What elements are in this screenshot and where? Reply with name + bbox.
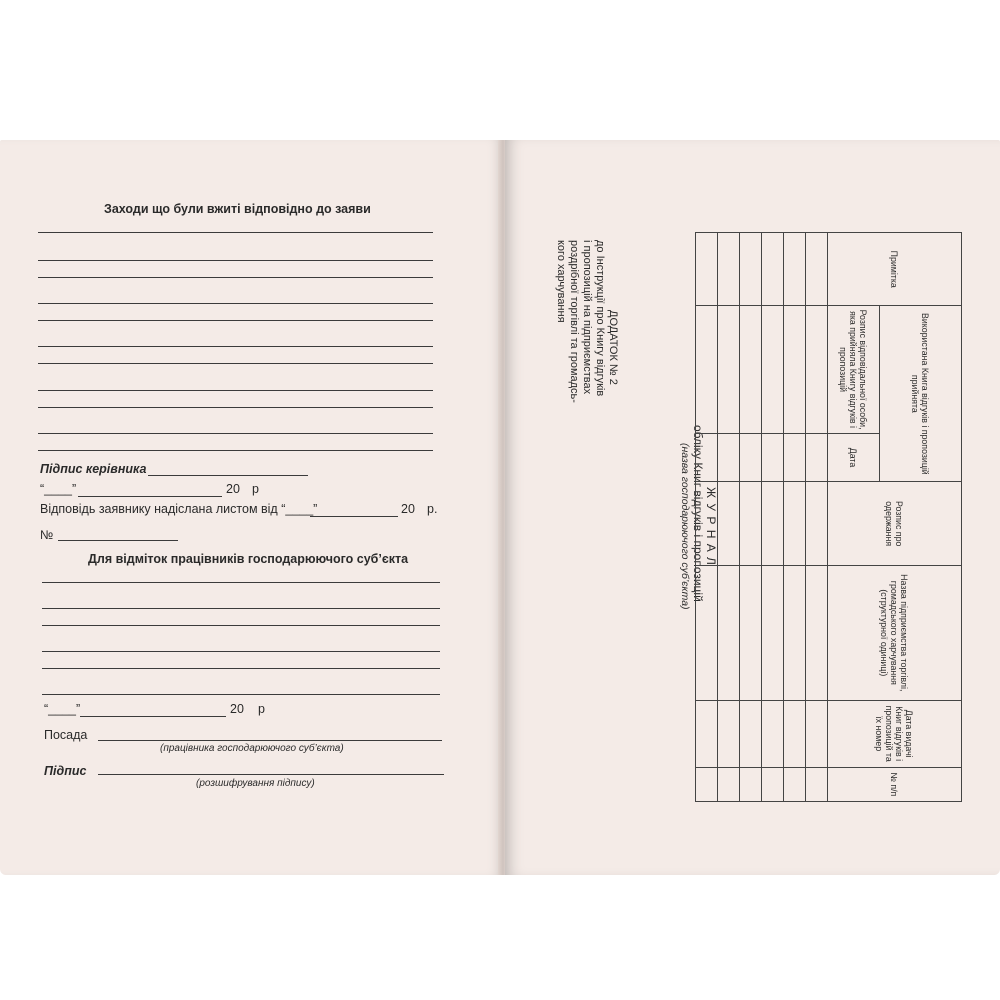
date-quote-1: “____” [40,482,77,496]
table-cell[interactable] [806,482,828,566]
year-suffix-1: р [252,482,259,496]
write-line[interactable] [38,303,433,304]
col-date-header: Дата видачі Книг відгуків і пропозицій та їх номер [828,700,962,767]
journal-title: Ж У Р Н А Л [704,487,718,566]
table-cell[interactable] [762,306,784,433]
appendix-block [554,240,619,403]
reply-suffix: р. [427,502,438,516]
table-cell[interactable] [696,767,718,801]
write-line[interactable] [38,277,433,278]
table-cell[interactable] [784,700,806,767]
number-label: № [40,528,54,542]
write-line[interactable] [38,346,433,347]
table-cell[interactable] [718,306,740,433]
journal-hint: (назва господарюючого суб’єкта) [679,443,691,610]
appendix-line: до Інструкції про Книгу відгуків [594,240,606,397]
table-cell[interactable] [762,233,784,306]
appendix-title: ДОДАТОК № 2 [607,310,619,385]
table-cell[interactable] [762,433,784,482]
table-cell[interactable] [784,433,806,482]
measures-title: Заходи що були вжиті відповідно до заяви [104,202,371,216]
table-cell[interactable] [784,566,806,700]
write-line[interactable] [38,232,433,233]
table-cell[interactable] [784,306,806,433]
write-line[interactable] [42,651,440,652]
date-field-2[interactable] [80,716,226,717]
write-line[interactable] [38,390,433,391]
reply-text: Відповідь заявнику надіслана листом від “____” [40,502,318,516]
col-used-sign-header: Розпис відповідальної особи, яка прийняла Книгу відгуків і пропозицій [828,306,880,433]
write-line[interactable] [38,320,433,321]
col-used-header: Використана Книга відгуків і пропозицій прийнята [880,306,962,482]
table-cell[interactable] [718,566,740,700]
write-line[interactable] [38,260,433,261]
col-name-header: Назва підприємства торгівлі, громадського харчування (структурної одиниці) [828,566,962,700]
date-quote-2: “____” [44,702,81,716]
write-line[interactable] [38,450,433,451]
table-cell[interactable] [718,433,740,482]
table-cell[interactable] [784,482,806,566]
open-booklet [0,140,1000,875]
signature-label: Підпис [44,764,87,778]
right-page [505,140,1000,875]
date-field-1[interactable] [78,496,222,497]
table-cell[interactable] [806,233,828,306]
position-field[interactable] [98,740,442,741]
head-signature-label: Підпис керівника [40,462,147,476]
col-note-header: Примітка [828,233,962,306]
write-line[interactable] [38,407,433,408]
year-suffix-2: р [258,702,265,716]
table-cell[interactable] [718,233,740,306]
table-cell[interactable] [740,233,762,306]
write-line[interactable] [42,694,440,695]
table-cell[interactable] [784,233,806,306]
table-cell[interactable] [740,767,762,801]
write-line[interactable] [42,608,440,609]
table-cell[interactable] [696,700,718,767]
table-cell[interactable] [740,482,762,566]
signature-field[interactable] [98,774,444,775]
table-cell[interactable] [696,233,718,306]
table-cell[interactable] [784,767,806,801]
table-cell[interactable] [696,306,718,433]
table-cell[interactable] [696,566,718,700]
table-cell[interactable] [696,482,718,566]
head-signature-field[interactable] [148,475,308,476]
table-cell[interactable] [718,482,740,566]
table-cell[interactable] [806,433,828,482]
table-cell[interactable] [740,306,762,433]
table-cell[interactable] [740,566,762,700]
table-cell[interactable] [762,767,784,801]
year-label-1: 20 [226,482,240,496]
table-cell[interactable] [806,566,828,700]
table-cell[interactable] [806,700,828,767]
reply-date-field[interactable] [310,516,398,517]
table-cell[interactable] [762,700,784,767]
number-field[interactable] [58,540,178,541]
journal-subtitle: обліку Книг відгуків і пропозицій [691,425,705,602]
appendix-line: кого харчування [555,240,567,323]
table-cell[interactable] [762,566,784,700]
appendix-line: і пропозицій на підприємствах [581,240,593,395]
left-page [0,140,502,875]
col-receipt-header: Розпис про одержання [828,482,962,566]
col-no-header: № п/п [828,767,962,801]
journal-table [695,232,962,802]
year-label-2: 20 [230,702,244,716]
table-cell[interactable] [718,700,740,767]
table-cell[interactable] [696,433,718,482]
table-cell[interactable] [740,433,762,482]
reply-year: 20 [401,502,415,516]
appendix-line: роздрібної торгівлі та громадсь- [568,240,580,403]
table-cell[interactable] [806,767,828,801]
position-hint: (працівника господарюючого суб’єкта) [160,743,344,754]
table-cell[interactable] [718,767,740,801]
write-line[interactable] [38,363,433,364]
col-used-date-header: Дата [828,433,880,482]
write-line[interactable] [42,668,440,669]
table-cell[interactable] [740,700,762,767]
signature-hint: (розшифрування підпису) [196,778,315,789]
position-label: Посада [44,728,88,742]
employees-title: Для відміток працівників господарюючого суб’єкта [88,552,409,566]
write-line[interactable] [42,582,440,583]
table-cell[interactable] [806,306,828,433]
write-line[interactable] [38,433,433,434]
table-cell[interactable] [762,482,784,566]
write-line[interactable] [42,625,440,626]
